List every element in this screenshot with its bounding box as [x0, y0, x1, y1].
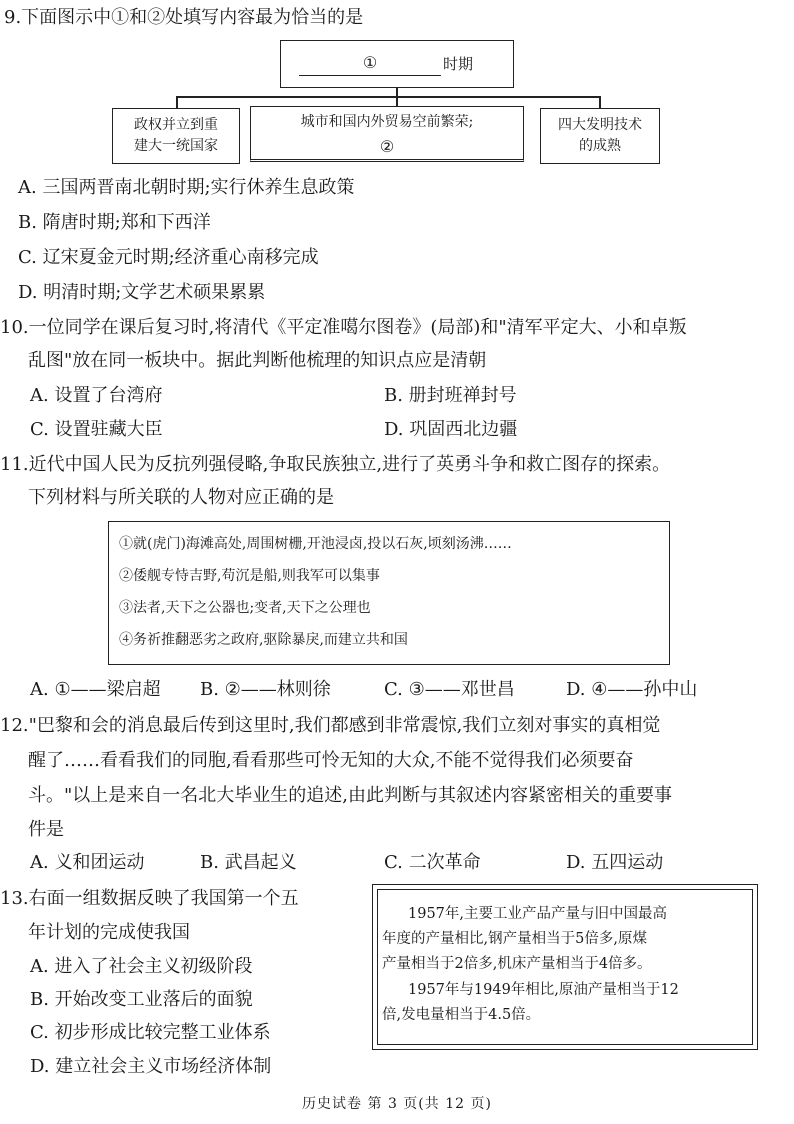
q10-option-c[interactable]: C. 设置驻藏大臣 — [30, 419, 163, 440]
q13-stem-line1: 13.右面一组数据反映了我国第一个五 — [0, 888, 299, 909]
q10-stem-line2: 乱图"放在同一板块中。据此判断他梳理的知识点应是清朝 — [28, 350, 487, 371]
q12-option-b[interactable]: B. 武昌起义 — [200, 852, 297, 873]
q9-connector-right — [599, 96, 601, 108]
q12-option-d[interactable]: D. 五四运动 — [566, 852, 664, 873]
q11-material-1: ①就(虎门)海滩高处,周围树栅,开池浸卤,投以石灰,顷刻汤沸…… — [119, 536, 512, 552]
q13-data-line2: 年度的产量相比,钢产量相当于5倍多,原煤 — [382, 931, 647, 947]
q11-material-3: ③法者,天下之公器也;变者,天下之公理也 — [119, 600, 371, 616]
q13-option-d[interactable]: D. 建立社会主义市场经济体制 — [30, 1056, 272, 1077]
q13-option-b[interactable]: B. 开始改变工业落后的面貌 — [30, 989, 253, 1010]
q9-left-box — [112, 108, 240, 164]
q13-option-a[interactable]: A. 进入了社会主义初级阶段 — [30, 956, 253, 977]
q11-option-a[interactable]: A. ①——梁启超 — [30, 679, 161, 700]
q11-material-box — [108, 521, 670, 665]
q12-option-c[interactable]: C. 二次革命 — [384, 852, 481, 873]
q13-data-box-inner — [377, 889, 753, 1045]
q11-option-b[interactable]: B. ②——林则徐 — [200, 679, 331, 700]
q13-data-line3: 产量相当于2倍多,机床产量相当于4倍多。 — [382, 956, 652, 972]
q12-stem-line1: 12."巴黎和会的消息最后传到这里时,我们都感到非常震惊,我们立刻对事实的真相觉 — [0, 715, 661, 736]
q9-option-c[interactable]: C. 辽宋夏金元时期;经济重心南移完成 — [18, 247, 319, 268]
q9-connector-horizontal — [176, 96, 600, 98]
q13-data-box — [372, 884, 758, 1050]
q9-right-box-line1: 四大发明技术 — [558, 117, 642, 133]
q11-stem-line1: 11.近代中国人民为反抗列强侵略,争取民族独立,进行了英勇斗争和救亡图存的探索。 — [0, 454, 671, 475]
q10-stem-line1: 10.一位同学在课后复习时,将清代《平定准噶尔图卷》(局部)和"清军平定大、小和卓叛 — [0, 317, 687, 338]
q9-blank-1: ① — [299, 53, 441, 76]
q9-left-box-line2: 建大一统国家 — [134, 138, 218, 154]
q10-option-b[interactable]: B. 册封班禅封号 — [384, 385, 517, 406]
q9-left-box-line1: 政权并立到重 — [134, 117, 218, 133]
q13-option-c[interactable]: C. 初步形成比较完整工业体系 — [30, 1022, 271, 1043]
q11-material-2: ②倭舰专恃吉野,苟沉是船,则我军可以集事 — [119, 568, 380, 584]
q9-right-box — [540, 108, 660, 164]
q9-blank-2: ② — [379, 137, 395, 156]
q12-stem-line4: 件是 — [28, 819, 64, 840]
q12-option-a[interactable]: A. 义和团运动 — [30, 852, 145, 873]
q11-stem-line2: 下列材料与所关联的人物对应正确的是 — [28, 487, 334, 508]
q9-stem: 9.下面图示中①和②处填写内容最为恰当的是 — [4, 7, 364, 28]
q9-option-a[interactable]: A. 三国两晋南北朝时期;实行休养生息政策 — [18, 177, 355, 198]
q10-option-a[interactable]: A. 设置了台湾府 — [30, 385, 163, 406]
q13-data-line5: 倍,发电量相当于4.5倍。 — [382, 1007, 541, 1023]
q10-option-d[interactable]: D. 巩固西北边疆 — [384, 419, 518, 440]
q11-option-d[interactable]: D. ④——孙中山 — [566, 679, 698, 700]
q9-middle-box-line1: 城市和国内外贸易空前繁荣; — [300, 114, 474, 130]
q9-right-box-line2: 的成熟 — [579, 138, 621, 154]
page-footer: 历史试卷 第 3 页(共 12 页) — [302, 1096, 492, 1112]
q12-stem-line2: 醒了……看看我们的同胞,看看那些可怜无知的大众,不能不觉得我们必须要奋 — [28, 750, 634, 771]
q12-stem-line3: 斗。"以上是来自一名北大毕业生的追述,由此判断与其叙述内容紧密相关的重要事 — [28, 785, 672, 806]
q11-material-4: ④务祈推翻恶劣之政府,驱除暴戾,而建立共和国 — [119, 632, 408, 648]
q9-top-box — [280, 40, 514, 88]
q9-option-b[interactable]: B. 隋唐时期;郑和下西洋 — [18, 212, 211, 233]
q9-connector-left — [176, 96, 178, 108]
q13-stem-line2: 年计划的完成使我国 — [28, 922, 190, 943]
q13-data-line1: 1957年,主要工业产品产量与旧中国最高 — [408, 906, 668, 922]
q11-option-c[interactable]: C. ③——邓世昌 — [384, 679, 515, 700]
q13-data-line4: 1957年与1949年相比,原油产量相当于12 — [408, 982, 679, 998]
q9-middle-box — [250, 106, 524, 162]
q9-top-suffix: 时期 — [443, 55, 474, 73]
q9-option-d[interactable]: D. 明清时期;文学艺术硕果累累 — [18, 282, 266, 303]
